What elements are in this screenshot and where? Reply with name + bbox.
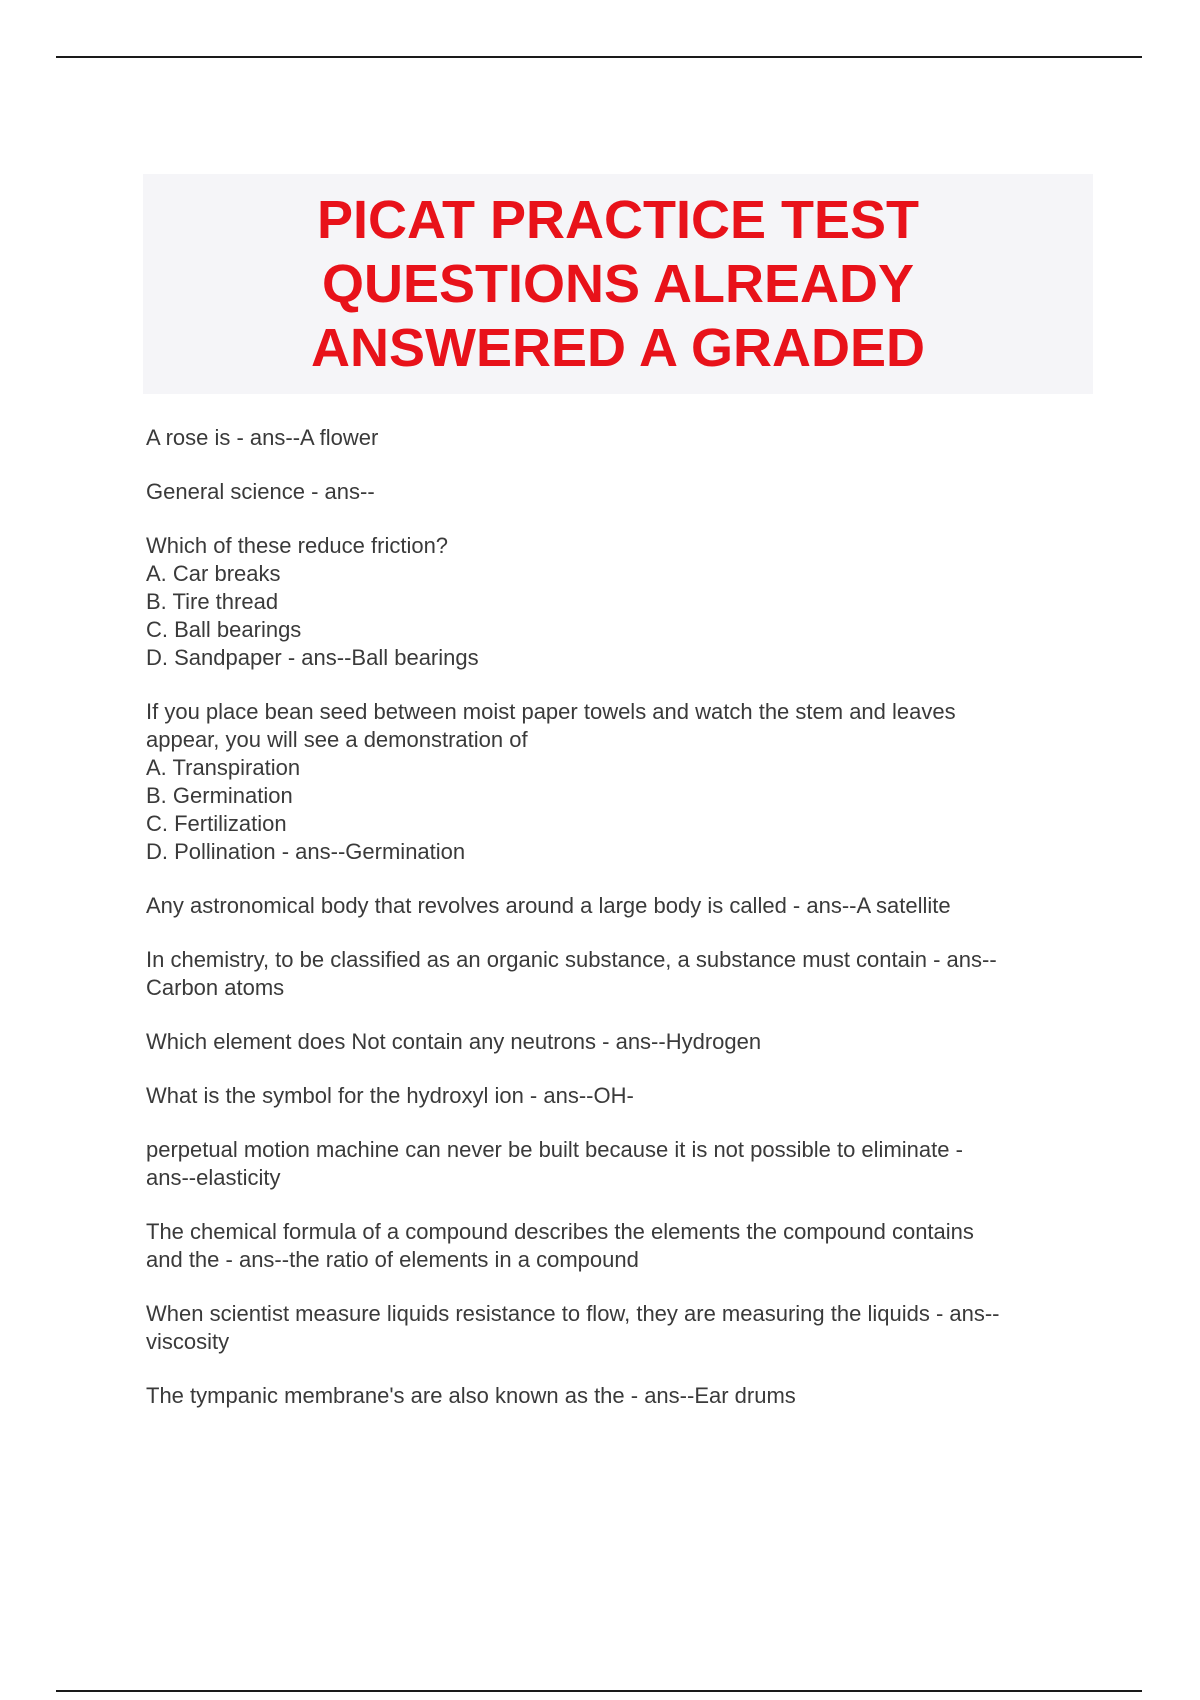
qa-option: A. Transpiration bbox=[146, 755, 301, 780]
qa-item bbox=[146, 1382, 1096, 1410]
qa-item bbox=[146, 424, 1096, 452]
qa-line: perpetual motion machine can never be built because it is not possible to eliminate - bbox=[146, 1137, 963, 1162]
qa-line: and the - ans--the ratio of elements in a compound bbox=[146, 1247, 639, 1272]
title-banner bbox=[143, 174, 1093, 394]
bottom-divider bbox=[56, 1690, 1142, 1692]
qa-option: B. Germination bbox=[146, 783, 293, 808]
qa-item bbox=[146, 946, 1096, 1002]
qa-line: viscosity bbox=[146, 1329, 230, 1354]
document-title bbox=[311, 188, 925, 380]
qa-line: The tympanic membrane's are also known as the - ans--Ear drums bbox=[146, 1383, 796, 1408]
qa-item bbox=[146, 1028, 1096, 1056]
qa-option: C. Ball bearings bbox=[146, 617, 302, 642]
qa-item bbox=[146, 478, 1096, 506]
qa-line: In chemistry, to be classified as an organic substance, a substance must contain - ans-- bbox=[146, 947, 997, 972]
qa-line: ans--elasticity bbox=[146, 1165, 281, 1190]
qa-option: A. Car breaks bbox=[146, 561, 281, 586]
qa-item bbox=[146, 532, 1096, 672]
top-divider bbox=[56, 56, 1142, 58]
qa-item bbox=[146, 1136, 1096, 1192]
qa-option: B. Tire thread bbox=[146, 589, 279, 614]
qa-option: C. Fertilization bbox=[146, 811, 287, 836]
title-line: ANSWERED A GRADED bbox=[310, 318, 925, 378]
qa-line: What is the symbol for the hydroxyl ion - ans--OH- bbox=[146, 1083, 634, 1108]
qa-option: D. Pollination - ans--Germination bbox=[146, 839, 466, 864]
qa-item bbox=[146, 1082, 1096, 1110]
qa-item bbox=[146, 1218, 1096, 1274]
qa-item bbox=[146, 698, 1096, 866]
title-line: QUESTIONS ALREADY bbox=[321, 254, 915, 314]
qa-line: A rose is - ans--A flower bbox=[146, 425, 379, 450]
qa-line: appear, you will see a demonstration of bbox=[146, 727, 528, 752]
qa-line: Carbon atoms bbox=[146, 975, 285, 1000]
qa-option: D. Sandpaper - ans--Ball bearings bbox=[146, 645, 479, 670]
qa-item bbox=[146, 1300, 1096, 1356]
qa-line: General science - ans-- bbox=[146, 479, 375, 504]
qa-line: Which of these reduce friction? bbox=[146, 533, 449, 558]
qa-line: When scientist measure liquids resistance to flow, they are measuring the liquids - ans-- bbox=[146, 1301, 1000, 1326]
question-list bbox=[146, 424, 1096, 1436]
qa-line: Any astronomical body that revolves around a large body is called - ans--A satellite bbox=[146, 893, 951, 918]
qa-line: Which element does Not contain any neutrons - ans--Hydrogen bbox=[146, 1029, 762, 1054]
qa-line: The chemical formula of a compound describes the elements the compound contains bbox=[146, 1219, 974, 1244]
title-line: PICAT PRACTICE TEST bbox=[316, 190, 919, 250]
qa-line: If you place bean seed between moist paper towels and watch the stem and leaves bbox=[146, 699, 956, 724]
qa-item bbox=[146, 892, 1096, 920]
